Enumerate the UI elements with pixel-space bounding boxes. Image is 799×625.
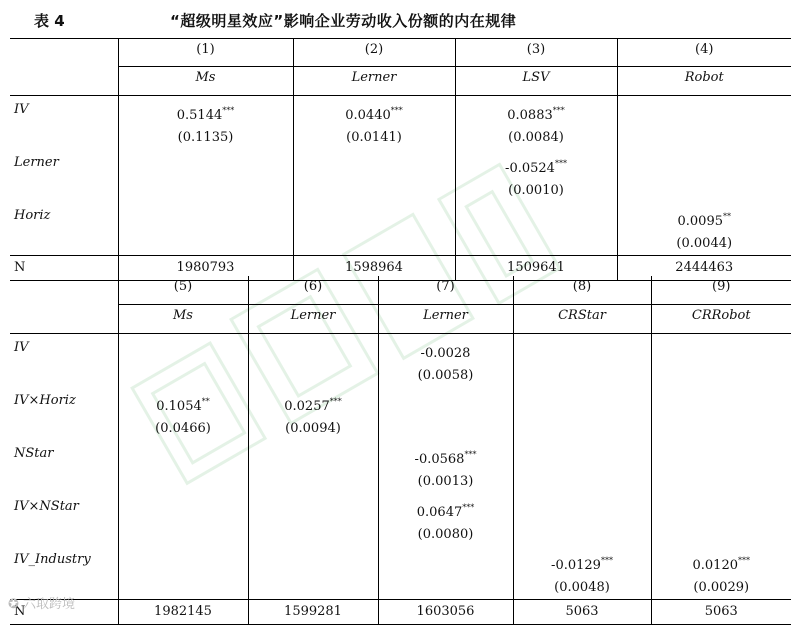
dep-var: LSV (455, 67, 617, 96)
logo-text: 六取跨境 (23, 597, 76, 612)
row-label: Lerner (14, 155, 59, 170)
data-cell (617, 149, 791, 202)
row-label: Horiz (14, 208, 51, 223)
data-cell (513, 333, 651, 387)
row-label: IV×Horiz (14, 392, 76, 408)
col-num: (3) (455, 39, 617, 67)
table-row (10, 202, 791, 256)
std-error: (0.1135) (177, 130, 234, 145)
coef-value: 0.1054 (156, 398, 202, 414)
std-error: (0.0029) (693, 579, 750, 595)
col-num: (2) (293, 39, 455, 67)
table-title-row (0, 8, 799, 30)
coef-value: 0.0647 (416, 504, 463, 520)
col-num: (1) (118, 39, 293, 67)
corner-cell (10, 39, 118, 67)
data-cell (617, 202, 791, 256)
significance-stars: ** (201, 396, 210, 406)
coef-value: 0.0440 (345, 108, 391, 123)
data-cell (378, 387, 513, 440)
n-value: 1980793 (118, 256, 293, 281)
panel-b-table (10, 276, 791, 625)
std-error: (0.0080) (417, 526, 474, 542)
col-num: (7) (378, 276, 513, 304)
data-cell (617, 96, 791, 150)
data-cell (293, 149, 455, 202)
dep-var: Lerner (293, 67, 455, 96)
data-cell (248, 440, 378, 493)
dep-var: Ms (118, 304, 248, 333)
coef-value: -0.0129 (551, 557, 601, 573)
data-cell (378, 546, 513, 600)
data-cell (248, 493, 378, 546)
significance-stars: ** (723, 212, 731, 221)
col-num: (9) (651, 276, 791, 304)
significance-stars: *** (738, 555, 750, 565)
data-cell (293, 96, 455, 150)
data-cell (651, 440, 791, 493)
coef-value: 0.0120 (692, 557, 738, 573)
corner-cell (10, 276, 118, 304)
data-cell (118, 493, 248, 546)
std-error: (0.0084) (508, 130, 564, 145)
col-num: (8) (513, 276, 651, 304)
data-cell (513, 546, 651, 600)
row-label: IV (10, 333, 118, 387)
data-cell (248, 387, 378, 440)
coef-value: 0.0095 (677, 214, 723, 229)
significance-stars: *** (462, 502, 475, 512)
n-label: N (10, 599, 118, 624)
n-value: 5063 (651, 599, 791, 624)
data-cell (118, 387, 248, 440)
data-cell (513, 440, 651, 493)
significance-stars: *** (600, 555, 613, 565)
table-row (10, 440, 791, 493)
std-error: (0.0094) (285, 420, 341, 436)
col-num: (6) (248, 276, 378, 304)
coef-value: -0.0568 (414, 451, 465, 467)
std-error: (0.0058) (417, 367, 474, 383)
table-row (10, 333, 791, 387)
data-cell (118, 96, 293, 150)
coef-value: 0.0257 (284, 398, 330, 414)
table-number: 表 4 (34, 12, 65, 30)
std-error: (0.0010) (508, 183, 564, 198)
data-cell (651, 546, 791, 600)
dep-var: Robot (617, 67, 791, 96)
row-label: NStar (14, 445, 54, 461)
data-cell (455, 96, 617, 150)
n-value: 1599281 (248, 599, 378, 624)
col-num: (5) (118, 276, 248, 304)
panel-a-table (10, 38, 791, 281)
significance-stars: *** (329, 396, 342, 406)
data-cell (293, 202, 455, 256)
data-cell (118, 440, 248, 493)
data-cell (455, 149, 617, 202)
data-cell (513, 493, 651, 546)
data-cell (455, 202, 617, 256)
dep-var: Ms (118, 67, 293, 96)
std-error: (0.0141) (346, 130, 402, 145)
row-label: IV×NStar (14, 498, 79, 514)
dep-var: Lerner (248, 304, 378, 333)
row-label: IV_Industry (14, 551, 91, 567)
table-row (10, 96, 791, 150)
significance-stars: *** (464, 449, 477, 459)
n-value: 2444463 (617, 256, 791, 281)
data-cell (513, 387, 651, 440)
coef-value: -0.0028 (420, 345, 471, 361)
table-row (10, 546, 791, 600)
data-cell (118, 333, 248, 387)
data-cell (118, 202, 293, 256)
std-error: (0.0466) (155, 420, 211, 436)
data-cell (118, 149, 293, 202)
table-row (10, 149, 791, 202)
data-cell (378, 493, 513, 546)
logo-icon: ✪ (8, 597, 19, 612)
table-row (10, 493, 791, 546)
dep-var: CRRobot (651, 304, 791, 333)
data-cell (378, 440, 513, 493)
coef-value: 0.5144 (176, 108, 223, 123)
dep-var: Lerner (378, 304, 513, 333)
std-error: (0.0013) (417, 473, 474, 489)
data-cell (651, 387, 791, 440)
data-cell (248, 333, 378, 387)
n-label: N (10, 256, 118, 281)
significance-stars: *** (554, 159, 567, 168)
row-label: IV (10, 96, 118, 150)
n-value: 1982145 (118, 599, 248, 624)
std-error: (0.0048) (554, 579, 610, 595)
data-cell (378, 333, 513, 387)
data-cell (651, 493, 791, 546)
table-row (10, 387, 791, 440)
n-value: 1598964 (293, 256, 455, 281)
significance-stars: *** (552, 106, 565, 115)
coef-value: -0.0524 (505, 161, 555, 176)
dep-var: CRStar (513, 304, 651, 333)
data-cell (651, 333, 791, 387)
significance-stars: *** (222, 106, 235, 115)
table-caption: “超级明星效应”影响企业劳动收入份额的内在规律 (170, 12, 517, 30)
n-value: 5063 (513, 599, 651, 624)
significance-stars: *** (390, 106, 403, 115)
data-cell (248, 546, 378, 600)
col-num: (4) (617, 39, 791, 67)
std-error: (0.0044) (676, 236, 733, 251)
coef-value: 0.0883 (507, 108, 553, 123)
watermark-logo (8, 593, 75, 612)
n-value: 1509641 (455, 256, 617, 281)
n-value: 1603056 (378, 599, 513, 624)
data-cell (118, 546, 248, 600)
